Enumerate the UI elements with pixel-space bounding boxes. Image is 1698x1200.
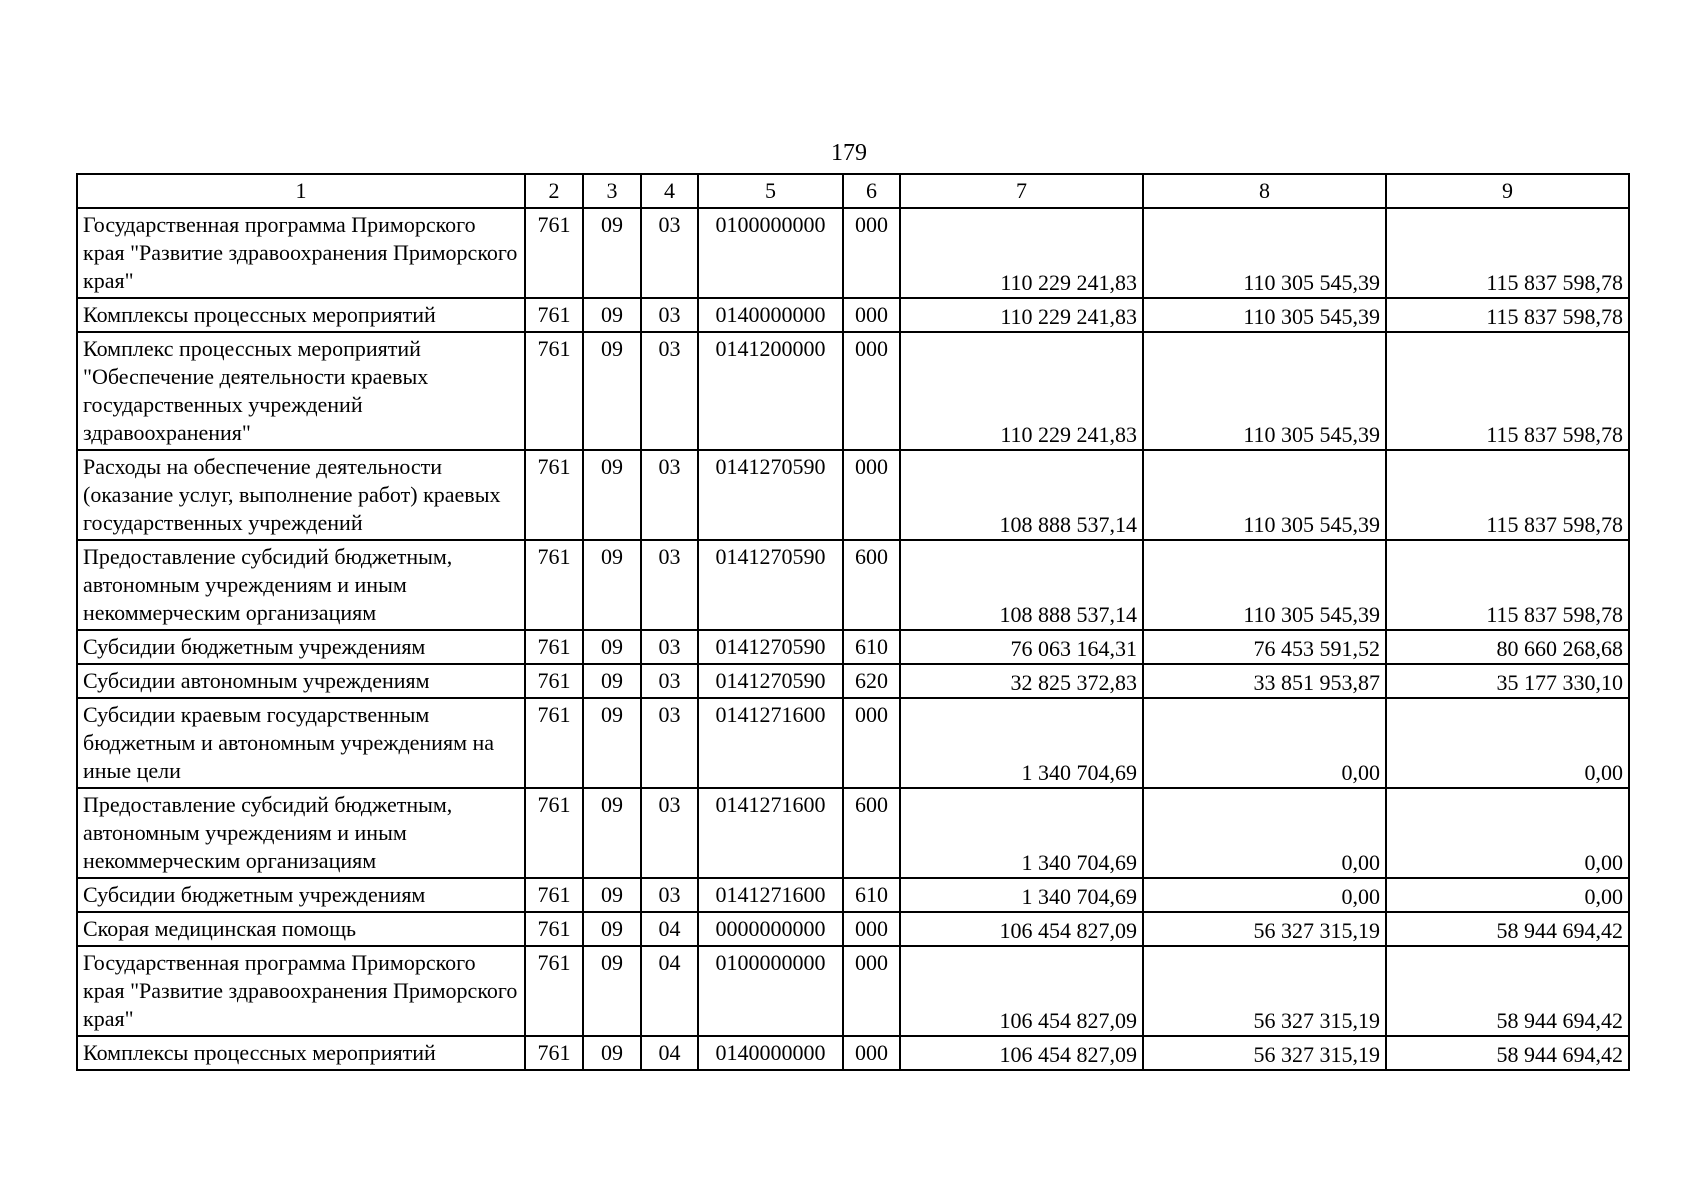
row-amount-col7: 1 340 704,69 (900, 878, 1143, 912)
row-amount-col7: 32 825 372,83 (900, 664, 1143, 698)
row-amount-col7: 106 454 827,09 (900, 912, 1143, 946)
row-name: Государственная программа Приморского края "Развитие здравоохранения Приморского края" (77, 208, 525, 298)
row-admin-code: 761 (525, 878, 583, 912)
table-row (77, 450, 1629, 540)
row-target-article: 0141271600 (698, 878, 843, 912)
row-target-article: 0141271600 (698, 698, 843, 788)
header-col-5: 5 (698, 174, 843, 208)
header-col-4: 4 (641, 174, 698, 208)
row-expense-type: 600 (843, 540, 900, 630)
row-target-article: 0141270590 (698, 630, 843, 664)
row-amount-col8: 76 453 591,52 (1143, 630, 1386, 664)
table-row (77, 298, 1629, 332)
table-row (77, 912, 1629, 946)
row-amount-col9: 35 177 330,10 (1386, 664, 1629, 698)
row-section: 09 (583, 946, 641, 1036)
row-subsection: 03 (641, 630, 698, 664)
table-row (77, 208, 1629, 298)
row-section: 09 (583, 332, 641, 450)
row-section: 09 (583, 540, 641, 630)
table-row (77, 698, 1629, 788)
table-row (77, 788, 1629, 878)
row-section: 09 (583, 878, 641, 912)
row-amount-col8: 33 851 953,87 (1143, 664, 1386, 698)
row-subsection: 04 (641, 1036, 698, 1070)
row-name: Предоставление субсидий бюджетным, автономным учреждениям и иным некоммерческим организациям (77, 788, 525, 878)
row-amount-col9: 115 837 598,78 (1386, 298, 1629, 332)
row-amount-col7: 108 888 537,14 (900, 450, 1143, 540)
row-target-article: 0140000000 (698, 298, 843, 332)
row-name: Расходы на обеспечение деятельности (оказание услуг, выполнение работ) краевых государственных учреждений (77, 450, 525, 540)
row-admin-code: 761 (525, 208, 583, 298)
table-row (77, 540, 1629, 630)
budget-table (76, 173, 1630, 1071)
row-subsection: 03 (641, 698, 698, 788)
row-amount-col7: 110 229 241,83 (900, 208, 1143, 298)
row-section: 09 (583, 698, 641, 788)
row-amount-col9: 115 837 598,78 (1386, 332, 1629, 450)
row-subsection: 03 (641, 788, 698, 878)
header-col-8: 8 (1143, 174, 1386, 208)
row-target-article: 0141200000 (698, 332, 843, 450)
row-amount-col8: 110 305 545,39 (1143, 540, 1386, 630)
row-target-article: 0141270590 (698, 540, 843, 630)
row-section: 09 (583, 664, 641, 698)
row-name: Государственная программа Приморского края "Развитие здравоохранения Приморского края" (77, 946, 525, 1036)
header-col-1: 1 (77, 174, 525, 208)
row-amount-col8: 110 305 545,39 (1143, 450, 1386, 540)
row-expense-type: 000 (843, 1036, 900, 1070)
row-amount-col7: 1 340 704,69 (900, 788, 1143, 878)
table-row (77, 664, 1629, 698)
row-expense-type: 000 (843, 298, 900, 332)
row-subsection: 04 (641, 946, 698, 1036)
row-section: 09 (583, 788, 641, 878)
row-amount-col8: 110 305 545,39 (1143, 332, 1386, 450)
row-admin-code: 761 (525, 788, 583, 878)
row-expense-type: 000 (843, 912, 900, 946)
row-amount-col9: 0,00 (1386, 878, 1629, 912)
row-subsection: 03 (641, 208, 698, 298)
table-row (77, 878, 1629, 912)
row-section: 09 (583, 1036, 641, 1070)
row-amount-col8: 110 305 545,39 (1143, 208, 1386, 298)
row-target-article: 0000000000 (698, 912, 843, 946)
row-subsection: 03 (641, 878, 698, 912)
row-amount-col8: 56 327 315,19 (1143, 912, 1386, 946)
row-amount-col7: 110 229 241,83 (900, 332, 1143, 450)
row-admin-code: 761 (525, 946, 583, 1036)
row-expense-type: 610 (843, 878, 900, 912)
header-col-6: 6 (843, 174, 900, 208)
row-target-article: 0100000000 (698, 946, 843, 1036)
row-admin-code: 761 (525, 698, 583, 788)
row-amount-col9: 58 944 694,42 (1386, 1036, 1629, 1070)
row-subsection: 03 (641, 450, 698, 540)
row-admin-code: 761 (525, 332, 583, 450)
row-expense-type: 000 (843, 332, 900, 450)
row-name: Комплексы процессных мероприятий (77, 1036, 525, 1070)
row-section: 09 (583, 450, 641, 540)
row-amount-col9: 115 837 598,78 (1386, 208, 1629, 298)
row-name: Субсидии краевым государственным бюджетным и автономным учреждениям на иные цели (77, 698, 525, 788)
row-amount-col9: 80 660 268,68 (1386, 630, 1629, 664)
table-row (77, 1036, 1629, 1070)
row-amount-col7: 110 229 241,83 (900, 298, 1143, 332)
row-amount-col9: 0,00 (1386, 698, 1629, 788)
row-amount-col7: 106 454 827,09 (900, 946, 1143, 1036)
row-section: 09 (583, 912, 641, 946)
row-name: Скорая медицинская помощь (77, 912, 525, 946)
header-col-2: 2 (525, 174, 583, 208)
table-row (77, 630, 1629, 664)
row-subsection: 03 (641, 332, 698, 450)
row-expense-type: 000 (843, 946, 900, 1036)
table-row (77, 332, 1629, 450)
row-expense-type: 000 (843, 450, 900, 540)
row-target-article: 0140000000 (698, 1036, 843, 1070)
row-amount-col7: 1 340 704,69 (900, 698, 1143, 788)
row-amount-col7: 108 888 537,14 (900, 540, 1143, 630)
row-admin-code: 761 (525, 298, 583, 332)
row-amount-col9: 115 837 598,78 (1386, 450, 1629, 540)
row-amount-col8: 56 327 315,19 (1143, 1036, 1386, 1070)
row-expense-type: 620 (843, 664, 900, 698)
row-target-article: 0141271600 (698, 788, 843, 878)
row-amount-col9: 0,00 (1386, 788, 1629, 878)
row-subsection: 03 (641, 298, 698, 332)
row-expense-type: 600 (843, 788, 900, 878)
row-amount-col7: 106 454 827,09 (900, 1036, 1143, 1070)
row-section: 09 (583, 208, 641, 298)
page-number: 179 (831, 140, 867, 166)
row-amount-col7: 76 063 164,31 (900, 630, 1143, 664)
header-row (77, 174, 1629, 208)
row-name: Комплекс процессных мероприятий "Обеспечение деятельности краевых государственных учреждений здравоохранения" (77, 332, 525, 450)
row-name: Предоставление субсидий бюджетным, автономным учреждениям и иным некоммерческим организациям (77, 540, 525, 630)
table-row (77, 946, 1629, 1036)
row-admin-code: 761 (525, 1036, 583, 1070)
row-amount-col8: 0,00 (1143, 878, 1386, 912)
row-name: Комплексы процессных мероприятий (77, 298, 525, 332)
row-target-article: 0100000000 (698, 208, 843, 298)
row-target-article: 0141270590 (698, 450, 843, 540)
row-amount-col8: 56 327 315,19 (1143, 946, 1386, 1036)
row-target-article: 0141270590 (698, 664, 843, 698)
header-col-9: 9 (1386, 174, 1629, 208)
header-col-7: 7 (900, 174, 1143, 208)
row-name: Субсидии бюджетным учреждениям (77, 878, 525, 912)
row-name: Субсидии автономным учреждениям (77, 664, 525, 698)
row-admin-code: 761 (525, 450, 583, 540)
header-col-3: 3 (583, 174, 641, 208)
row-amount-col8: 110 305 545,39 (1143, 298, 1386, 332)
row-amount-col8: 0,00 (1143, 698, 1386, 788)
row-subsection: 03 (641, 540, 698, 630)
row-section: 09 (583, 630, 641, 664)
row-admin-code: 761 (525, 912, 583, 946)
row-admin-code: 761 (525, 664, 583, 698)
row-subsection: 03 (641, 664, 698, 698)
row-subsection: 04 (641, 912, 698, 946)
row-amount-col9: 58 944 694,42 (1386, 946, 1629, 1036)
row-amount-col8: 0,00 (1143, 788, 1386, 878)
row-name: Субсидии бюджетным учреждениям (77, 630, 525, 664)
row-amount-col9: 58 944 694,42 (1386, 912, 1629, 946)
row-expense-type: 000 (843, 698, 900, 788)
row-admin-code: 761 (525, 540, 583, 630)
row-amount-col9: 115 837 598,78 (1386, 540, 1629, 630)
row-expense-type: 000 (843, 208, 900, 298)
row-section: 09 (583, 298, 641, 332)
row-admin-code: 761 (525, 630, 583, 664)
row-expense-type: 610 (843, 630, 900, 664)
